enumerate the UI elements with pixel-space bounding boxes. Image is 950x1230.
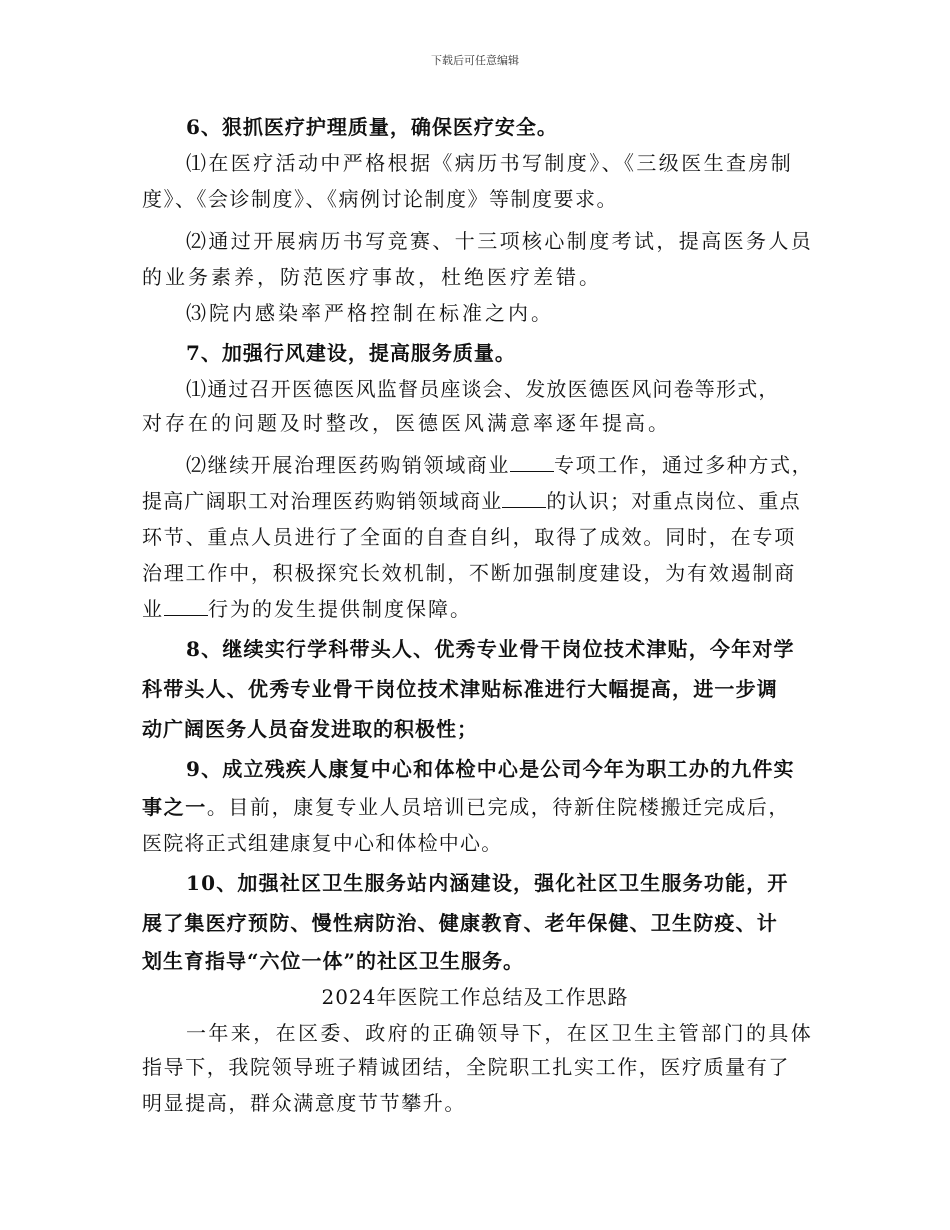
blank-underline [502, 489, 546, 508]
section-title: 2024年医院工作总结及工作思路 [321, 985, 629, 1009]
text-line: 业 行为的发生提供制度保障。 [142, 597, 472, 621]
text-line: 科带头人、优秀专业骨干岗位技术津贴标准进行大幅提高，进一步调 [142, 677, 778, 701]
text-line: 展了集医疗预防、慢性病防治、健康教育、老年保健、卫生防疫、计 [142, 911, 778, 935]
text-line: 提高广阔职工对治理医药购销领域商业 的认识；对重点岗位、重点 [142, 489, 801, 513]
blank-underline [164, 597, 208, 616]
page-header: 下载后可任意编辑 [431, 54, 519, 67]
text-line: ⑴通过召开医德医风监督员座谈会、发放医德医风问卷等形式， [186, 377, 780, 401]
text-line: 的业务素养，防范医疗事故，杜绝医疗差错。 [142, 265, 602, 289]
text-line: 明显提高，群众满意度节节攀升。 [142, 1091, 466, 1115]
text-line: 动广阔医务人员奋发进取的积极性； [142, 717, 478, 741]
text-line: ⑴在医疗活动中严格根据《病历书写制度》、《三级医生查房制 [186, 151, 794, 175]
heading-8: 8、继续实行学科带头人、优秀专业骨干岗位技术津贴，今年对学 [186, 637, 795, 661]
text-line: 对存在的问题及时整改，医德医风满意率逐年提高。 [142, 411, 671, 435]
heading-10: 10、加强社区卫生服务站内涵建设，强化社区卫生服务功能，开 [186, 871, 789, 895]
text-line: ⑵继续开展治理医药购销领域商业 专项工作，通过多种方式， [186, 453, 814, 477]
heading-9: 9、成立残疾人康复中心和体检中心是公司今年为职工办的九件实 [186, 757, 795, 781]
text-line: 度》、《会诊制度》、《病例讨论制度》等制度要求。 [142, 187, 618, 211]
text-line: ⑵通过开展病历书写竞赛、十三项核心制度考试，提高医务人员 [186, 229, 814, 253]
text-line: 环节、重点人员进行了全面的自查自纠，取得了成效。同时，在专项 [142, 525, 796, 549]
text-line: 事之一。目前，康复专业人员培训已完成，待新住院楼搬迁完成后， [142, 795, 791, 819]
text-line: 划生育指导“六位一体”的社区卫生服务。 [142, 949, 525, 973]
text-line: 医院将正式组建康复中心和体检中心。 [142, 831, 503, 855]
blank-underline [510, 453, 554, 472]
heading-6: 6、狠抓医疗护理质量，确保医疗安全。 [186, 115, 558, 139]
text-line: 一年来，在区委、政府的正确领导下，在区卫生主管部门的具体 [186, 1021, 814, 1045]
text-line: 指导下，我院领导班子精诚团结，全院职工扎实工作，医疗质量有了 [142, 1055, 790, 1079]
text-line: 治理工作中，积极探究长效机制，不断加强制度建设，为有效遏制商 [142, 561, 796, 585]
heading-7: 7、加强行风建设，提高服务质量。 [186, 341, 516, 365]
text-line: ⑶院内感染率严格控制在标准之内。 [186, 301, 554, 325]
